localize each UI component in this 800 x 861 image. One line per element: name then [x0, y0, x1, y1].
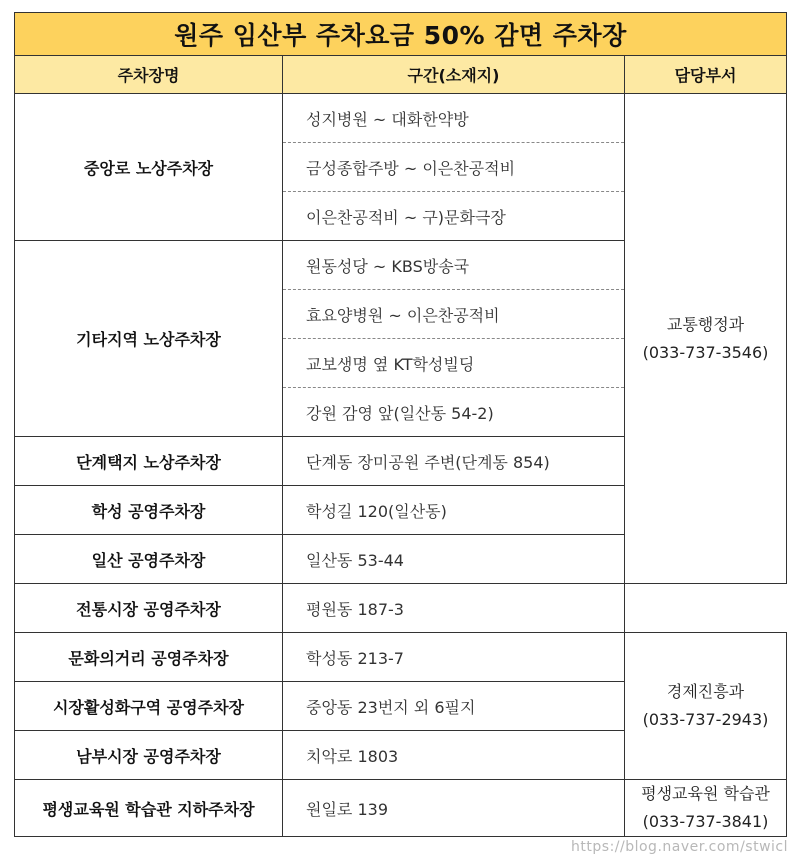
section-cell: 성지병원 ~ 대화한약방	[283, 94, 625, 143]
parking-name: 학성 공영주차장	[15, 486, 283, 535]
parking-name: 남부시장 공영주차장	[15, 731, 283, 780]
table-row	[15, 780, 787, 837]
parking-name: 일산 공영주차장	[15, 535, 283, 584]
section-cell: 일산동 53-44	[283, 535, 625, 584]
dept-phone: (033-737-3841)	[642, 812, 769, 831]
parking-name: 평생교육원 학습관 지하주차장	[15, 780, 283, 837]
parking-table	[14, 12, 787, 837]
table-row	[15, 584, 787, 633]
dept-phone: (033-737-3546)	[642, 342, 769, 362]
dept-phone: (033-737-2943)	[642, 710, 769, 729]
parking-table-sheet	[14, 12, 786, 837]
table-row	[15, 633, 787, 682]
section-cell: 중앙동 23번지 외 6필지	[283, 682, 625, 731]
dept-name: 경제진흥과	[666, 682, 745, 701]
section-cell: 이은찬공적비 ~ 구)문화극장	[283, 192, 625, 241]
header-name: 주차장명	[15, 56, 283, 94]
section-cell: 단계동 장미공원 주변(단계동 854)	[283, 437, 625, 486]
parking-name: 시장활성화구역 공영주차장	[15, 682, 283, 731]
parking-name: 단계택지 노상주차장	[15, 437, 283, 486]
dept-name: 교통행정과	[666, 314, 745, 334]
section-cell: 학성동 213-7	[283, 633, 625, 682]
parking-name: 기타지역 노상주차장	[15, 241, 283, 437]
parking-name: 중앙로 노상주차장	[15, 94, 283, 241]
table-title: 원주 임산부 주차요금 50% 감면 주차장	[15, 13, 787, 56]
section-cell: 원동성당 ~ KBS방송국	[283, 241, 625, 290]
section-cell: 교보생명 옆 KT학성빌딩	[283, 339, 625, 388]
parking-name: 전통시장 공영주차장	[15, 584, 283, 633]
section-cell: 효요양병원 ~ 이은찬공적비	[283, 290, 625, 339]
dept-cell-lifelong	[625, 780, 787, 837]
section-cell: 원일로 139	[283, 780, 625, 837]
section-cell: 강원 감영 앞(일산동 54-2)	[283, 388, 625, 437]
header-dept: 담당부서	[625, 56, 787, 94]
table-row	[15, 94, 787, 143]
section-cell: 학성길 120(일산동)	[283, 486, 625, 535]
dept-cell-economy	[625, 633, 787, 780]
dept-cell-traffic	[625, 94, 787, 584]
section-cell: 평원동 187-3	[283, 584, 625, 633]
section-cell: 금성종합주방 ~ 이은찬공적비	[283, 143, 625, 192]
blog-watermark: https://blog.naver.com/stwicl	[571, 839, 788, 855]
header-section: 구간(소재지)	[283, 56, 625, 94]
parking-name: 문화의거리 공영주차장	[15, 633, 283, 682]
section-cell: 치악로 1803	[283, 731, 625, 780]
dept-name: 평생교육원 학습관	[641, 784, 770, 803]
